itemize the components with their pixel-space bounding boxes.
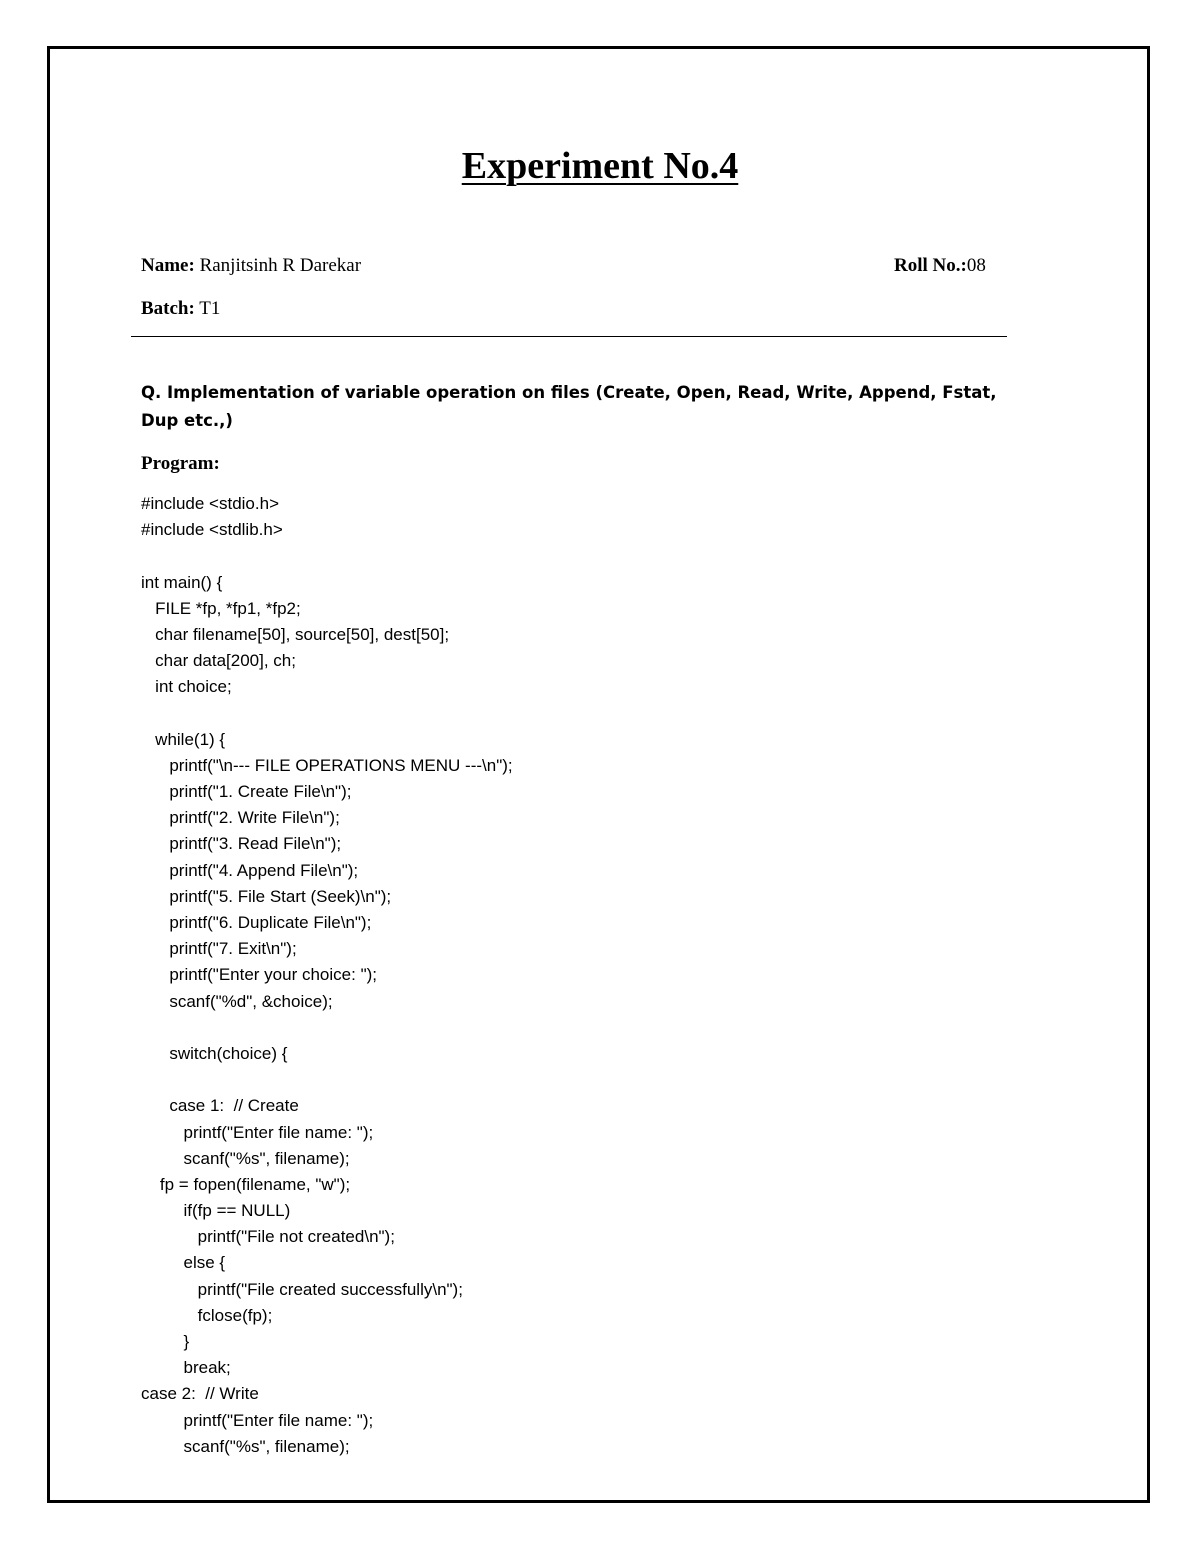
code-line: char filename[50], source[50], dest[50];	[141, 624, 450, 644]
code-line: printf("Enter file name: ");	[141, 1122, 374, 1142]
roll-label: Roll No.:	[894, 255, 967, 276]
code-line: char data[200], ch;	[141, 651, 296, 671]
code-line	[141, 543, 513, 569]
document-title	[0, 140, 1200, 192]
code-line: printf("6. Duplicate File\n");	[141, 913, 372, 932]
batch-line	[141, 297, 220, 321]
code-line: scanf("%d", &choice);	[141, 991, 333, 1011]
code-line: if(fp == NULL)	[141, 1201, 291, 1221]
batch-value: T1	[194, 298, 221, 319]
code-line: case 1: // Create	[141, 1096, 299, 1116]
code-block	[141, 491, 513, 1460]
code-line: int main() {	[141, 572, 223, 592]
code-line: printf("5. File Start (Seek)\n");	[141, 886, 392, 906]
code-line: switch(choice) {	[141, 1043, 288, 1063]
code-line: printf("Enter your choice: ");	[141, 965, 377, 985]
code-line: #include <stdlib.h>	[141, 520, 283, 540]
program-label: Program:	[141, 453, 220, 474]
code-line: printf("4. Append File\n");	[141, 860, 359, 880]
title-text: Experiment No.4	[461, 145, 739, 187]
code-line: scanf("%s", filename);	[141, 1436, 350, 1456]
code-line	[141, 701, 513, 727]
name-label: Name:	[141, 255, 195, 276]
code-line: printf("File created successfully\n");	[141, 1279, 463, 1299]
code-line: case 2: // Write	[141, 1384, 259, 1404]
code-line: printf("7. Exit\n");	[141, 939, 297, 959]
code-line: break;	[141, 1358, 231, 1378]
code-line	[141, 1067, 513, 1093]
code-line: printf("2. Write File\n");	[141, 808, 340, 828]
roll-line	[894, 254, 986, 278]
question-text: Q. Implementation of variable operation on files (Create, Open, Read, Write, Append, Fstat, Dup etc.,)	[141, 383, 997, 430]
batch-label: Batch:	[141, 298, 195, 319]
code-line: scanf("%s", filename);	[141, 1148, 350, 1168]
header-divider	[131, 336, 1007, 337]
name-line	[141, 254, 361, 278]
code-line: FILE *fp, *fp1, *fp2;	[141, 598, 301, 618]
code-line: #include <stdio.h>	[141, 494, 279, 513]
code-line: printf("1. Create File\n");	[141, 782, 352, 802]
code-line: }	[141, 1332, 190, 1351]
code-line: fp = fopen(filename, "w");	[141, 1174, 351, 1194]
roll-value: 08	[966, 255, 986, 276]
code-line: printf("\n--- FILE OPERATIONS MENU ---\n");	[141, 755, 513, 775]
code-line: while(1) {	[141, 729, 226, 749]
name-value: Ranjitsinh R Darekar	[194, 255, 362, 276]
code-line: printf("Enter file name: ");	[141, 1410, 374, 1430]
code-line: fclose(fp);	[141, 1305, 273, 1325]
code-line: printf("3. Read File\n");	[141, 834, 342, 854]
code-line	[141, 1015, 513, 1041]
code-line: else {	[141, 1253, 226, 1273]
code-line: int choice;	[141, 677, 232, 697]
code-line: printf("File not created\n");	[141, 1227, 395, 1247]
